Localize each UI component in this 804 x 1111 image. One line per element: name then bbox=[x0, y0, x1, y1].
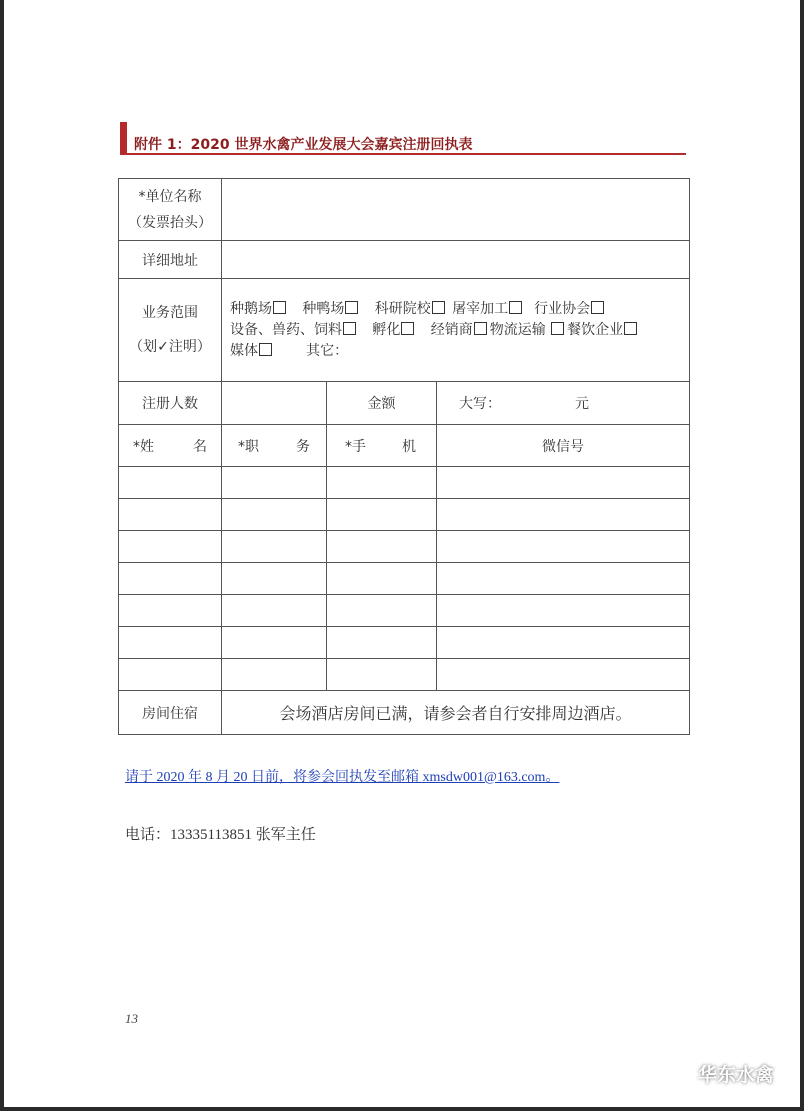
document-title: 附件 1：2020 世界水禽产业发展大会嘉宾注册回执表 bbox=[134, 137, 473, 153]
count-field[interactable] bbox=[222, 382, 327, 425]
attendee-row bbox=[119, 563, 690, 595]
attendee-wechat-cell[interactable] bbox=[437, 595, 690, 627]
attendee-row bbox=[119, 659, 690, 691]
option-other[interactable]: 其它： bbox=[306, 342, 349, 359]
count-label: 注册人数 bbox=[119, 382, 222, 425]
amount-label: 金额 bbox=[327, 382, 437, 425]
checkbox-icon[interactable] bbox=[551, 322, 564, 335]
attendee-position-cell[interactable] bbox=[222, 659, 327, 691]
registration-form-table bbox=[118, 178, 690, 735]
lodging-label: 房间住宿 bbox=[119, 691, 222, 735]
business-options-line-1 bbox=[230, 299, 681, 320]
attendee-wechat-cell[interactable] bbox=[437, 467, 690, 499]
attendee-row bbox=[119, 467, 690, 499]
unit-name-field[interactable] bbox=[222, 179, 690, 241]
attendee-position-cell[interactable] bbox=[222, 531, 327, 563]
checkbox-icon[interactable] bbox=[343, 322, 356, 335]
business-label-cell bbox=[119, 279, 222, 382]
wechat-header: 微信号 bbox=[437, 425, 690, 467]
attendee-position-cell[interactable] bbox=[222, 467, 327, 499]
option-goose-farm[interactable]: 种鹅场 bbox=[230, 301, 289, 317]
address-field[interactable] bbox=[222, 241, 690, 279]
attendee-name-cell[interactable] bbox=[119, 499, 222, 531]
title-underline bbox=[127, 153, 686, 155]
name-header-part-1: *姓 bbox=[133, 438, 154, 455]
attendee-phone-cell[interactable] bbox=[327, 627, 437, 659]
attendee-row bbox=[119, 627, 690, 659]
attendee-wechat-cell[interactable] bbox=[437, 531, 690, 563]
business-options bbox=[222, 279, 690, 382]
unit-name-sub-label: （发票抬头） bbox=[128, 214, 212, 231]
attendee-name-cell[interactable] bbox=[119, 467, 222, 499]
option-equipment[interactable]: 设备、兽药、饲料 bbox=[230, 322, 359, 338]
option-duck-farm[interactable]: 种鸭场 bbox=[302, 301, 361, 317]
unit-name-row bbox=[119, 179, 690, 241]
attendee-header-row bbox=[119, 425, 690, 467]
checkbox-icon[interactable] bbox=[345, 301, 358, 314]
attendee-row bbox=[119, 531, 690, 563]
phone-header-part-1: *手 bbox=[345, 438, 366, 455]
registration-count-row bbox=[119, 382, 690, 425]
checkbox-icon[interactable] bbox=[259, 343, 272, 356]
attendee-row bbox=[119, 499, 690, 531]
attendee-phone-cell[interactable] bbox=[327, 659, 437, 691]
attendee-position-cell[interactable] bbox=[222, 563, 327, 595]
attendee-phone-cell[interactable] bbox=[327, 499, 437, 531]
attendee-position-cell[interactable] bbox=[222, 627, 327, 659]
position-header-part-2: 务 bbox=[296, 438, 310, 455]
attendee-row bbox=[119, 595, 690, 627]
option-distributor[interactable]: 经销商 bbox=[431, 322, 490, 338]
lodging-note: 会场酒店房间已满，请参会者自行安排周边酒店。 bbox=[222, 691, 690, 735]
page-number: 13 bbox=[125, 1011, 138, 1026]
option-hatching[interactable]: 孵化 bbox=[372, 322, 417, 338]
position-header bbox=[222, 425, 327, 467]
attendee-phone-cell[interactable] bbox=[327, 531, 437, 563]
option-slaughter[interactable]: 屠宰加工 bbox=[452, 301, 525, 317]
amount-capital-field[interactable] bbox=[437, 382, 690, 425]
name-header-part-2: 名 bbox=[193, 438, 207, 455]
checkbox-icon[interactable] bbox=[401, 322, 414, 335]
business-sub-label: （划✓注明） bbox=[129, 339, 211, 355]
checkbox-icon[interactable] bbox=[273, 301, 286, 314]
attendee-phone-cell[interactable] bbox=[327, 563, 437, 595]
position-header-part-1: *职 bbox=[238, 438, 259, 455]
address-label: 详细地址 bbox=[119, 241, 222, 279]
attendee-wechat-cell[interactable] bbox=[437, 627, 690, 659]
name-header bbox=[119, 425, 222, 467]
business-scope-row bbox=[119, 279, 690, 382]
attendee-phone-cell[interactable] bbox=[327, 595, 437, 627]
attendee-name-cell[interactable] bbox=[119, 531, 222, 563]
yuan-label: 元 bbox=[575, 396, 590, 412]
email-submission-link[interactable]: 请于 2020 年 8 月 20 日前，将参会回执发至邮箱 xmsdw001@163.com。 bbox=[125, 770, 560, 785]
watermark-text: 华东水禽 bbox=[698, 1064, 775, 1086]
attendee-name-cell[interactable] bbox=[119, 563, 222, 595]
phone-header bbox=[327, 425, 437, 467]
checkbox-icon[interactable] bbox=[432, 301, 445, 314]
unit-name-label: *单位名称 bbox=[138, 188, 202, 205]
attendee-name-cell[interactable] bbox=[119, 659, 222, 691]
checkbox-icon[interactable] bbox=[509, 301, 522, 314]
attendee-name-cell[interactable] bbox=[119, 595, 222, 627]
option-catering[interactable]: 餐饮企业 bbox=[567, 322, 640, 338]
address-row bbox=[119, 241, 690, 279]
attendee-name-cell[interactable] bbox=[119, 627, 222, 659]
document-title-bar bbox=[120, 120, 686, 156]
contact-phone: 电话：13335113851 张军主任 bbox=[125, 827, 316, 843]
attendee-position-cell[interactable] bbox=[222, 595, 327, 627]
document-page bbox=[4, 0, 800, 1107]
attendee-wechat-cell[interactable] bbox=[437, 563, 690, 595]
business-options-line-3 bbox=[230, 341, 681, 362]
attendee-phone-cell[interactable] bbox=[327, 467, 437, 499]
business-label: 业务范围 bbox=[142, 305, 198, 321]
title-accent-bar bbox=[120, 122, 127, 155]
capital-label: 大写： bbox=[459, 396, 501, 412]
checkbox-icon[interactable] bbox=[624, 322, 637, 335]
checkbox-icon[interactable] bbox=[591, 301, 604, 314]
unit-name-label-cell bbox=[119, 179, 222, 241]
attendee-position-cell[interactable] bbox=[222, 499, 327, 531]
attendee-wechat-cell[interactable] bbox=[437, 659, 690, 691]
wechat-watermark bbox=[668, 1060, 774, 1087]
checkbox-icon[interactable] bbox=[474, 322, 487, 335]
phone-header-part-2: 机 bbox=[402, 438, 416, 455]
option-association[interactable]: 行业协会 bbox=[534, 301, 607, 317]
option-research[interactable]: 科研院校 bbox=[375, 301, 448, 317]
wechat-logo-icon bbox=[668, 1063, 692, 1085]
option-media[interactable]: 媒体 bbox=[230, 343, 275, 359]
lodging-row bbox=[119, 691, 690, 735]
attendee-wechat-cell[interactable] bbox=[437, 499, 690, 531]
option-logistics[interactable]: 物流运输 bbox=[490, 322, 567, 338]
business-options-line-2 bbox=[230, 320, 681, 341]
